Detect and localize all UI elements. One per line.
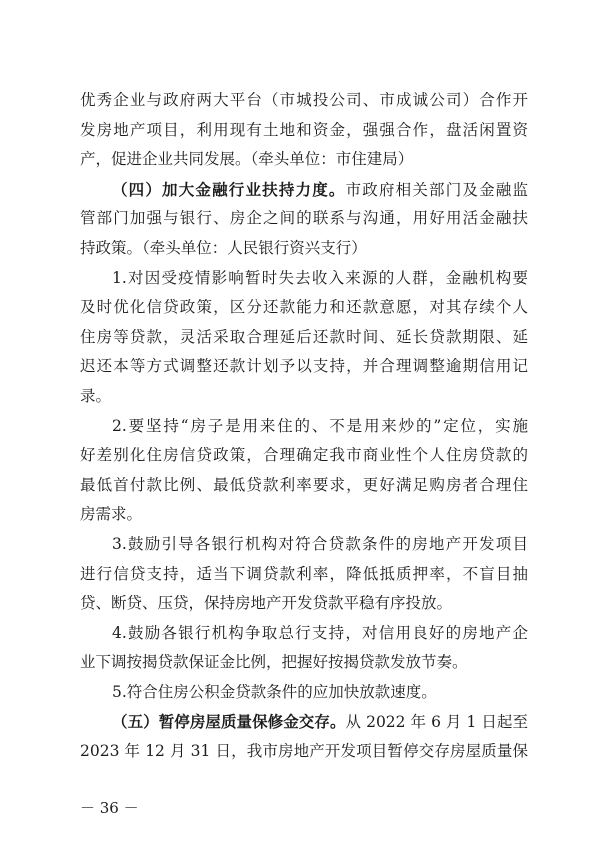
text-line: 最低首付款比例、最低贷款利率要求，更好满足购房者合理住 — [80, 475, 528, 494]
text-line — [80, 707, 528, 737]
text-line: 住房等贷款，灵活采取合理延后还款时间、延长贷款期限、延 — [80, 327, 528, 346]
text-run: 市政府相关部门及金融监 — [345, 180, 528, 199]
text-line: 房需求。 — [80, 505, 143, 524]
paragraph-item-1 — [80, 264, 528, 412]
paragraph-section-4 — [80, 175, 528, 264]
text-line — [80, 175, 528, 205]
text-line: 及时优化信贷政策，区分还款能力和还款意愿，对其存续个人 — [80, 298, 528, 317]
text-line: 1.对因受疫情影响暂时失去收入来源的人群，金融机构要 — [112, 268, 528, 287]
text-line: 录。 — [80, 386, 112, 405]
text-line: 2023 年 12 月 31 日，我市房地产开发项目暂停交存房屋质量保 — [80, 742, 528, 761]
text-line: 2.要坚持“房子是用来住的、不是用来炒的”定位，实施 — [112, 416, 528, 435]
text-line: 迟还本等方式调整还款计划予以支持，并合理调整逾期信用记 — [80, 357, 528, 376]
text-line: 优秀企业与政府两大平台（市城投公司、市成诚公司）合作开 — [80, 91, 528, 109]
paragraph-section-5 — [80, 707, 528, 766]
paragraph-item-5 — [80, 678, 528, 708]
text-line: 业下调按揭贷款保证金比例，把握好按揭贷款发放节奏。 — [80, 653, 468, 672]
text-line: 持政策。（牵头单位：人民银行资兴支行） — [80, 238, 367, 257]
section-heading: （五）暂停房屋质量保修金交存。 — [112, 712, 346, 732]
text-line: 4.鼓励各银行机构争取总行支持，对信用良好的房地产企 — [112, 623, 528, 642]
text-line: 产，促进企业共同发展。（牵头单位：市住建局） — [80, 150, 414, 169]
text-line: 5.符合住房公积金贷款条件的应加快放款速度。 — [112, 682, 437, 701]
text-line: 进行信贷支持，适当下调贷款利率，降低抵质押率，不盲目抽 — [80, 564, 528, 583]
text-line: 3.鼓励引导各银行机构对符合贷款条件的房地产开发项目 — [112, 534, 528, 553]
text-run: 从 2022 年 6 月 1 日起至 — [345, 713, 528, 732]
text-line: 发房地产项目，利用现有土地和资金，强强合作，盘活闲置资 — [80, 120, 528, 139]
paragraph-1 — [80, 86, 528, 175]
paragraph-item-2 — [80, 412, 528, 530]
paragraph-item-3 — [80, 530, 528, 619]
paragraph-item-4 — [80, 619, 528, 678]
text-line: 好差别化住房信贷政策，合理确定我市商业性个人住房贷款的 — [80, 446, 528, 465]
section-heading: （四）加大金融行业扶持力度。 — [112, 179, 346, 199]
page-number: － 36 － — [80, 799, 139, 817]
text-line: 管部门加强与银行、房企之间的联系与沟通，用好用活金融扶 — [80, 209, 528, 228]
document-page — [80, 86, 528, 767]
text-line: 贷、断贷、压贷，保持房地产开发贷款平稳有序投放。 — [80, 594, 453, 613]
